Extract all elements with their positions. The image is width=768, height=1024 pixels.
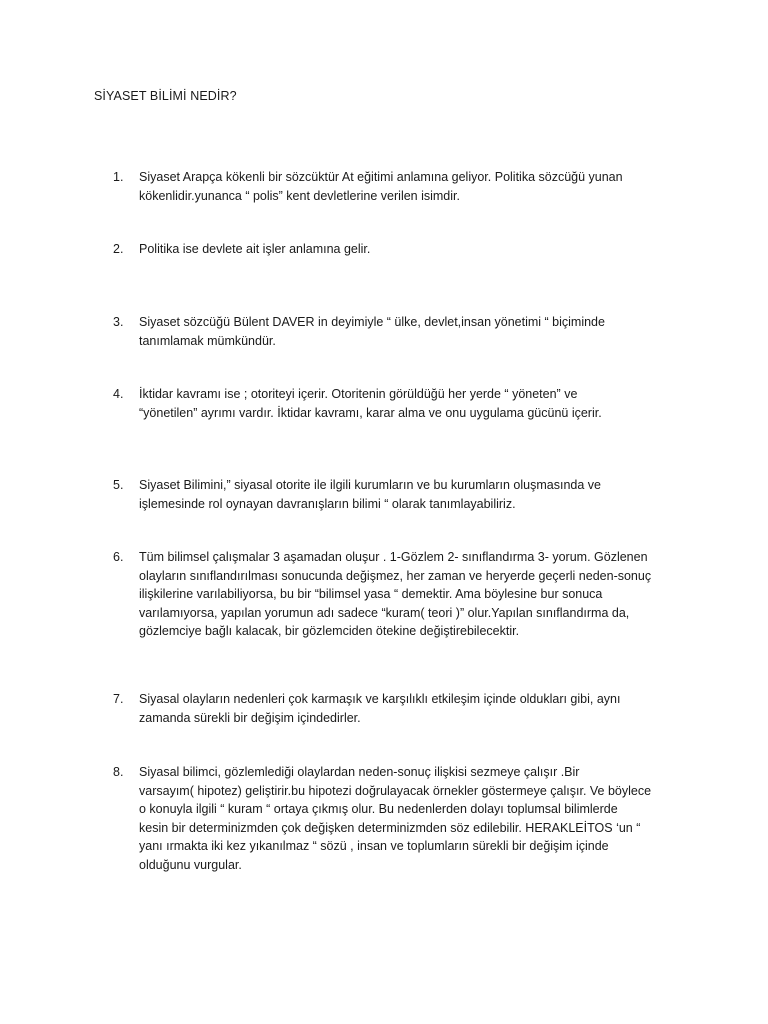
item-number: 7. [113, 692, 124, 706]
item-number: 1. [113, 170, 124, 184]
item-line: işlemesinde rol oynayan davranışların bilimi “ olarak tanımlayabiliriz. [139, 496, 516, 511]
item-line: Siyaset Arapça kökenli bir sözcüktür At eğitimi anlamına geliyor. Politika sözcüğü yunan [139, 170, 623, 184]
item-line: gözlemciye bağlı kalacak, bir gözlemciden ötekine değiştirebilecektir. [139, 624, 520, 638]
list-item [113, 763, 713, 874]
item-line: Tüm bilimsel çalışmalar 3 aşamadan oluşur . 1-Gözlem 2- sınıflandırma 3- yorum. Gözlenen [139, 550, 648, 564]
item-line: varsayım( hipotez) geliştirir.bu hipotezi doğrulayacak örnekler göstermeye çalışır. Ve böylece [139, 783, 652, 798]
item-line: varılamıyorsa, yapılan yorumun adı sadece “kuram( teori )” olur.Yapılan sınıflandırma da, [139, 605, 630, 620]
item-line: Siyaset sözcüğü Bülent DAVER in deyimiyle “ ülke, devlet,insan yönetimi “ biçiminde [139, 315, 605, 329]
item-number: 2. [113, 242, 124, 256]
item-text [139, 690, 713, 727]
item-line: o konuyla ilgili “ kuram “ ortaya çıkmış olur. Bu nedenlerden dolayı toplumsal bilimlerde [139, 802, 618, 816]
item-text [139, 763, 713, 874]
item-text [139, 168, 713, 205]
item-number: 6. [113, 550, 124, 564]
item-line: “yönetilen” ayrımı vardır. İktidar kavramı, karar alma ve onu uygulama gücünü içerir. [139, 405, 602, 420]
item-text [139, 385, 713, 422]
item-line: Siyasal olayların nedenleri çok karmaşık ve karşılıklı etkileşim içinde oldukları gibi, aynı [139, 692, 621, 706]
list-item [113, 385, 713, 422]
item-text [139, 313, 713, 350]
item-line: kesin bir determinizmden çok değişken determinizmden söz edilebilir. HERAKLEİTOS ‘un “ [139, 820, 641, 835]
item-text [139, 476, 713, 513]
item-line: olayların sınıflandırılması sonucunda değişmez, her zaman ve heryerde geçerli neden-sonuç [139, 568, 652, 583]
list-item [113, 690, 713, 727]
item-number: 5. [113, 478, 124, 492]
item-line: Politika ise devlete ait işler anlamına gelir. [139, 242, 371, 256]
list-item [113, 240, 713, 259]
item-text [139, 548, 713, 641]
list-item [113, 548, 713, 641]
item-number: 8. [113, 765, 124, 779]
item-line: İktidar kavramı ise ; otoriteyi içerir. Otoritenin görüldüğü her yerde “ yöneten” ve [139, 387, 578, 401]
item-line: tanımlamak mümkündür. [139, 333, 276, 348]
item-text [139, 240, 713, 259]
item-line: olduğunu vurgular. [139, 857, 242, 872]
item-line: Siyasal bilimci, gözlemlediği olaylardan neden-sonuç ilişkisi sezmeye çalışır .Bir [139, 765, 580, 779]
item-number: 3. [113, 315, 124, 329]
list-item [113, 476, 713, 513]
item-line: Siyaset Bilimini,” siyasal otorite ile ilgili kurumların ve bu kurumların oluşmasında ve [139, 478, 601, 492]
item-line: zamanda sürekli bir değişim içindedirler. [139, 710, 361, 725]
document-title: SİYASET BİLİMİ NEDİR? [94, 89, 237, 103]
item-line: kökenlidir.yunanca “ polis” kent devletlerine verilen isimdir. [139, 188, 460, 203]
list-item [113, 168, 713, 205]
item-line: yanı ırmakta iki kez yıkanılmaz “ sözü , insan ve toplumların sürekli bir değişim içinde [139, 839, 609, 853]
list-item [113, 313, 713, 350]
item-line: ilişkilerine varılabiliyorsa, bu bir “bilimsel yasa “ demektir. Ama böylesine bur sonuca [139, 587, 603, 601]
item-number: 4. [113, 387, 124, 401]
